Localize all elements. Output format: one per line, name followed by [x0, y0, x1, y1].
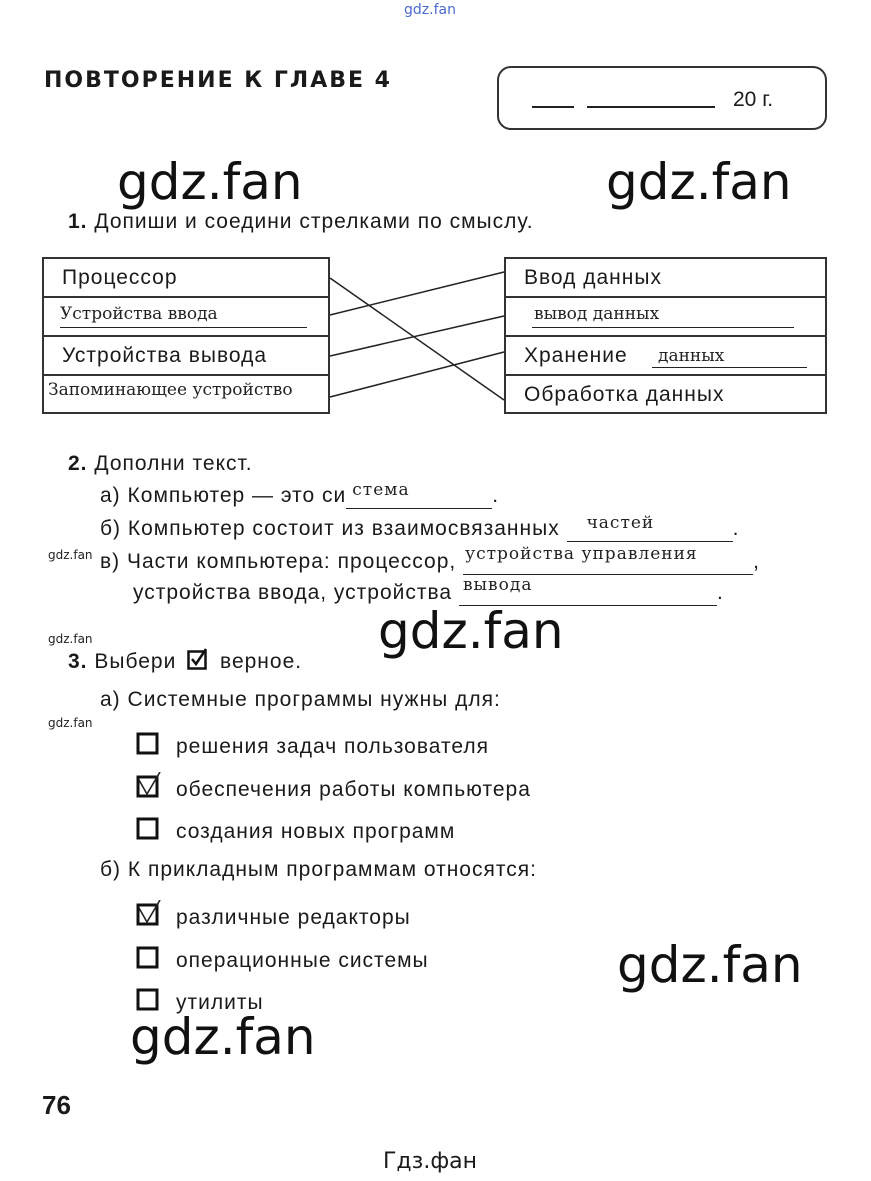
- task3-prompt: Выбери: [94, 650, 177, 673]
- option-label: обеспечения работы компьютера: [176, 778, 531, 801]
- task2-prompt: Дополни текст.: [94, 452, 253, 475]
- right-handwritten-answer: вывод данных: [534, 304, 660, 324]
- task2-a: [100, 480, 500, 509]
- item-label: а): [100, 688, 121, 711]
- connection-line: [330, 352, 504, 397]
- task2-c-continued: [133, 575, 724, 606]
- right-label: Ввод данных: [524, 266, 662, 289]
- left-handwritten-answer: Запоминающее устройство: [48, 380, 293, 400]
- item-text: К прикладным программам относятся:: [127, 858, 537, 881]
- date-year: 20 г.: [733, 88, 774, 111]
- footer-text: Гдз.фан: [383, 1149, 477, 1174]
- checkbox-checked-icon[interactable]: [136, 772, 164, 800]
- task3-heading: [68, 648, 302, 674]
- item-text: устройства ввода, устройства: [133, 581, 453, 604]
- option-label: операционные системы: [176, 949, 429, 972]
- left-label: Устройства вывода: [62, 344, 268, 367]
- connection-line: [330, 278, 504, 400]
- item-label: а): [100, 484, 121, 507]
- option-row[interactable]: [136, 729, 489, 759]
- handwritten-answer: вывода: [462, 575, 533, 595]
- answer-field: [567, 513, 733, 542]
- right-handwritten-answer: данных: [658, 346, 725, 366]
- checkbox-checked-icon[interactable]: [136, 900, 164, 928]
- option-row[interactable]: [136, 772, 531, 802]
- task1-prompt: Допиши и соедини стрелками по смыслу.: [94, 210, 534, 233]
- punct: .: [492, 484, 500, 507]
- watermark: gdz.fan: [617, 936, 803, 994]
- right-label: Хранение: [524, 344, 628, 367]
- punct: ,: [753, 550, 760, 573]
- option-label: решения задач пользователя: [176, 735, 489, 758]
- handwritten-answer: устройства управления: [465, 544, 698, 564]
- answer-field: [463, 544, 753, 575]
- task2-number: 2.: [68, 452, 88, 475]
- watermark: gdz.fan: [130, 1008, 316, 1066]
- item-label: б): [100, 517, 122, 540]
- answer-field: [346, 480, 492, 509]
- task2-b: [100, 513, 740, 542]
- handwritten-answer: стема: [352, 480, 410, 500]
- left-handwritten-answer: Устройства ввода: [60, 304, 218, 324]
- task2-c: [100, 544, 760, 575]
- option-row[interactable]: [136, 814, 455, 844]
- task1-number: 1.: [68, 210, 88, 233]
- item-text: Компьютер — это си: [127, 484, 347, 507]
- option-label: различные редакторы: [176, 906, 411, 929]
- page-number: 76: [42, 1090, 71, 1120]
- watermark: gdz.fan: [378, 602, 564, 660]
- checkbox-icon[interactable]: [136, 943, 164, 971]
- watermark: gdz.fan: [606, 153, 792, 211]
- option-label: утилиты: [176, 991, 264, 1014]
- checkbox-icon[interactable]: [136, 729, 164, 757]
- left-label: Процессор: [62, 266, 178, 289]
- watermark-top: gdz.fan: [404, 2, 456, 18]
- punct: .: [732, 517, 740, 540]
- task3-prompt-end: верное.: [220, 650, 303, 673]
- watermark-small: gdz.fan: [48, 632, 93, 646]
- item-text: Системные программы нужны для:: [127, 688, 501, 711]
- checkbox-icon[interactable]: [136, 814, 164, 842]
- task2-heading: [68, 452, 253, 476]
- checkbox-checked-icon: [187, 648, 209, 670]
- option-row[interactable]: [136, 943, 429, 973]
- connection-line: [330, 272, 504, 315]
- item-text: Компьютер состоит из взаимосвязанных: [127, 517, 560, 540]
- answer-field: [459, 575, 717, 606]
- item-label: б): [100, 858, 122, 881]
- item-text: Части компьютера: процессор,: [127, 550, 457, 573]
- option-row[interactable]: [136, 900, 411, 930]
- handwritten-answer: частей: [586, 513, 655, 533]
- right-label: Обработка данных: [524, 383, 725, 406]
- option-label: создания новых программ: [176, 820, 456, 843]
- connection-line: [330, 316, 504, 356]
- watermark-small: gdz.fan: [48, 548, 93, 562]
- punct: .: [716, 581, 724, 604]
- option-row[interactable]: [136, 985, 264, 1015]
- watermark: gdz.fan: [117, 153, 303, 211]
- watermark-small: gdz.fan: [48, 716, 93, 730]
- task3-b: [100, 858, 537, 882]
- item-label: в): [100, 550, 121, 573]
- page-title: ПОВТОРЕНИЕ К ГЛАВЕ 4: [44, 68, 392, 93]
- task3-a: [100, 688, 501, 712]
- checkbox-icon[interactable]: [136, 985, 164, 1013]
- task3-number: 3.: [68, 650, 88, 673]
